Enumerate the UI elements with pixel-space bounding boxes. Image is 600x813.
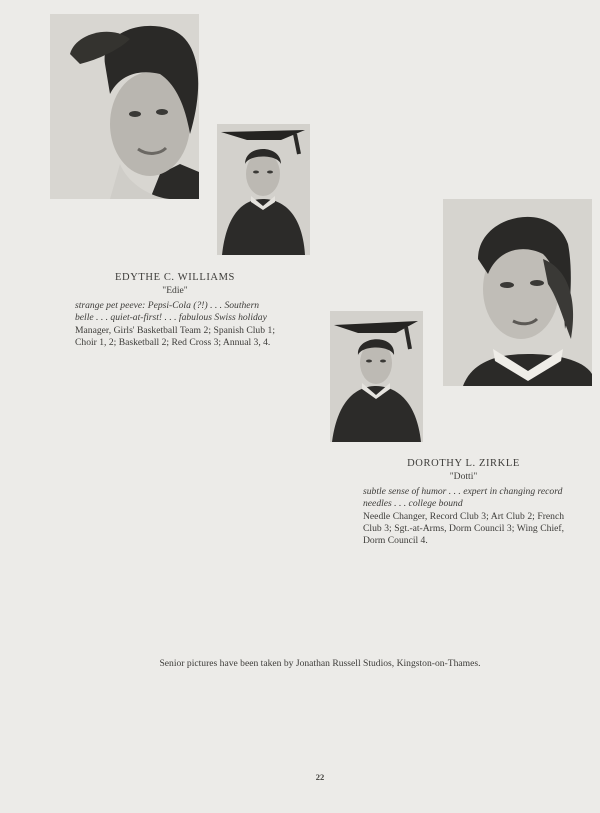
zirkle-name: DOROTHY L. ZIRKLE (407, 458, 520, 469)
page-number: 22 (315, 772, 325, 782)
photo-credit: Senior pictures have been taken by Jonathan Russell Studios, Kingston-on-Thames. (159, 658, 481, 669)
williams-cap-gown-photo (217, 124, 310, 255)
zirkle-portrait-photo (443, 199, 592, 386)
williams-activities: Manager, Girls' Basketball Team 2; Spanish Club 1; Choir 1, 2; Basketball 2; Red Cross 3; Annual 3, 4. (75, 324, 275, 349)
williams-nickname: "Edie" (162, 285, 188, 297)
zirkle-bio (363, 458, 564, 548)
zirkle-cap-gown-photo (330, 311, 423, 442)
williams-description: strange pet peeve: Pepsi-Cola (?!) . . . Southern belle . . . quiet-at-first! . . . fabulous Swiss holiday (75, 299, 267, 324)
zirkle-nickname: "Dotti" (449, 471, 478, 483)
zirkle-activities: Needle Changer, Record Club 3; Art Club 2; French Club 3; Sgt.-at-Arms, Dorm Council 3; Wing Chief, Dorm Council 4. (363, 510, 564, 547)
zirkle-description: subtle sense of humor . . . expert in changing record needles . . . college bound (363, 485, 563, 510)
williams-name: EDYTHE C. WILLIAMS (115, 272, 235, 283)
williams-bio (75, 272, 275, 349)
williams-portrait-photo (50, 14, 199, 199)
